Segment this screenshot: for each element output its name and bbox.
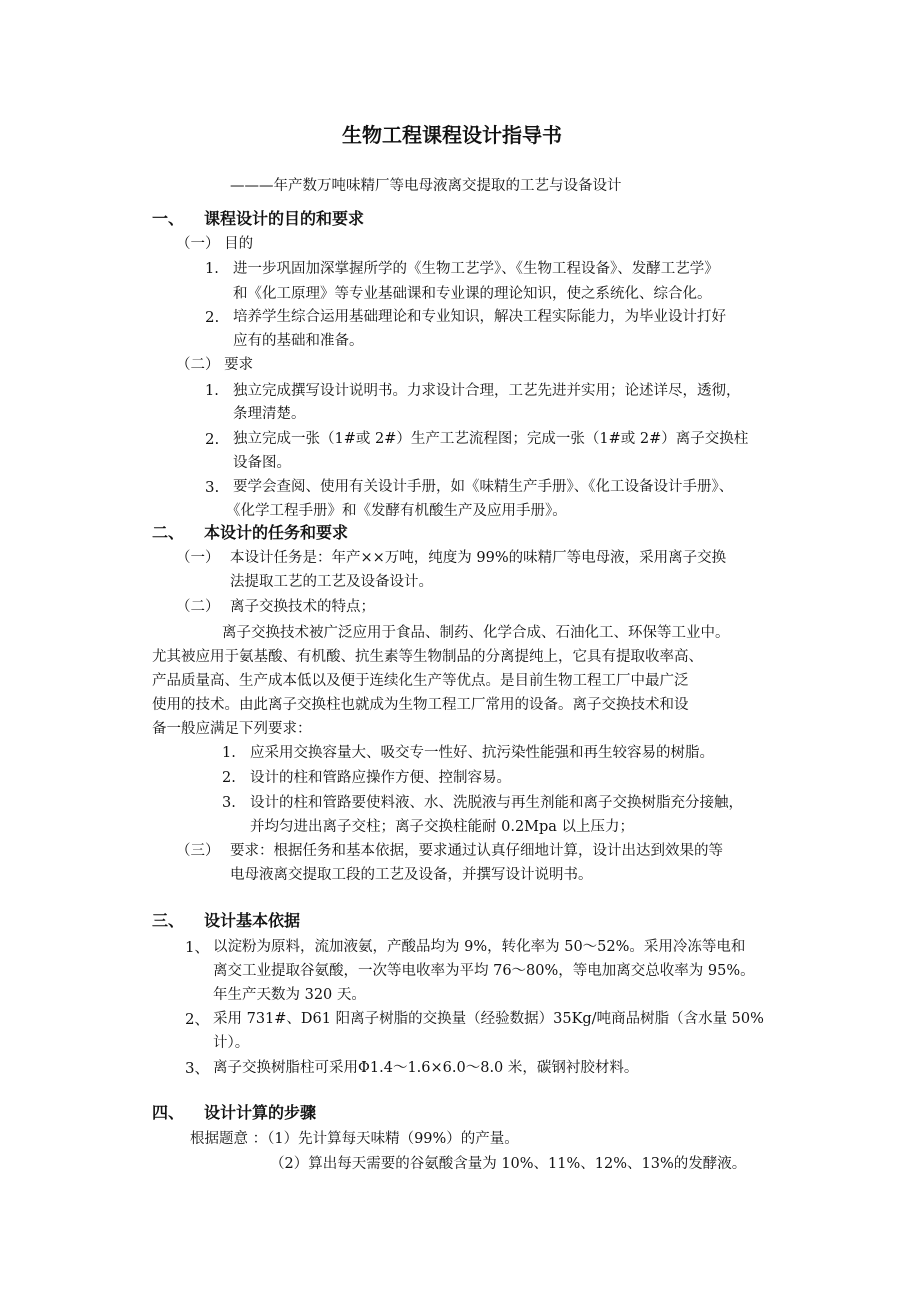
item-line: 和《化工原理》等专业基础课和专业课的理论知识，使之系统化、综合化。 [233, 286, 712, 302]
document-title: 生物工程课程设计指导书 [342, 123, 562, 147]
body-line: 备一般应满足下列要求： [152, 721, 312, 737]
item-line: 进一步巩固加深掌握所学的《生物工艺学》、《生物工程设备》、发酵工艺学》 [233, 261, 719, 277]
section-title: 本设计的任务和要求 [204, 523, 349, 542]
item-line: 应采用交换容量大、吸交专一性好、抗污染性能强和再生较容易的树脂。 [250, 745, 714, 761]
body-line: 产品质量高、生产成本低以及便于连续化生产等优点。是目前生物工程工厂中最广泛 [152, 673, 689, 689]
section-number: 一、 [152, 209, 185, 228]
paragraph-label: （二） [176, 599, 220, 615]
paragraph-line: 离子交换技术的特点； [230, 599, 375, 615]
paragraph-label: （一） [176, 550, 220, 566]
section-title: 设计基本依据 [204, 911, 301, 930]
item-number: 2. [205, 308, 220, 326]
item-number: 2、 [185, 1010, 210, 1028]
item-line: 年生产天数为 320 天。 [213, 987, 366, 1003]
body-line: 尤其被应用于氨基酸、有机酸、抗生素等生物制品的分离提纯上，它具有提取收率高、 [152, 649, 703, 665]
item-line: 设计的柱和管路要使料液、水、洗脱液与再生剂能和离子交换树脂充分接触， [250, 795, 743, 811]
section-number: 三、 [152, 911, 185, 930]
item-line: 要学会查阅、使用有关设计手册，如《味精生产手册》、《化工设备设计手册》、 [233, 479, 734, 495]
item-line: 《化学工程手册》和《发酵有机酸生产及应用手册》。 [226, 503, 567, 519]
paragraph-line: 电母液离交提取工段的工艺及设备，并撰写设计说明书。 [230, 867, 593, 883]
body-line: 离子交换技术被广泛应用于食品、制药、化学合成、石油化工、环保等工业中。 [222, 625, 730, 641]
item-number: 1. [205, 261, 219, 277]
item-line: 并均匀进出离子交柱；离子交换柱能耐 0.2Mpa 以上压力； [250, 819, 635, 835]
document-subtitle: ———年产数万吨味精厂等电母液离交提取的工艺与设备设计 [230, 178, 622, 194]
paragraph-line: 法提取工艺的工艺及设备设计。 [230, 574, 433, 590]
item-line: 应有的基础和准备。 [233, 333, 364, 349]
item-number: 3. [222, 795, 236, 811]
item-line: 培养学生综合运用基础理论和专业知识，解决工程实际能力，为毕业设计打好 [233, 309, 726, 325]
item-number: 3、 [185, 1059, 210, 1077]
item-number: 3. [205, 478, 220, 496]
section-title: 课程设计的目的和要求 [204, 209, 365, 228]
section-number: 四、 [152, 1103, 185, 1122]
item-line: 条理清楚。 [233, 406, 306, 422]
section-4-heading [152, 1102, 316, 1124]
paragraph-label: （三） [176, 843, 220, 859]
body-line: 使用的技术。由此离子交换柱也就成为生物工程工厂常用的设备。离子交换技术和设 [152, 697, 689, 713]
item-number: 2. [205, 430, 220, 448]
section-number: 二、 [152, 523, 185, 542]
item-number: 1. [222, 745, 236, 761]
paragraph-line: 本设计任务是：年产××万吨，纯度为 99%的味精厂等电母液，采用离子交换 [230, 550, 727, 566]
section-title: 设计计算的步骤 [204, 1103, 317, 1122]
item-line: 设计的柱和管路应操作方便、控制容易。 [250, 770, 511, 786]
item-number: 1. [205, 383, 219, 399]
paragraph-line: 要求：根据任务和基本依据，要求通过认真仔细地计算，设计出达到效果的等 [230, 843, 723, 859]
item-line: 独立完成撰写设计说明书。力求设计合理，工艺先进并实用；论述详尽，透彻， [233, 383, 741, 399]
item-line: 设备图。 [233, 455, 291, 471]
step-line: （2）算出每天需要的谷氨酸含量为 10%、11%、12%、13%的发酵液。 [270, 1156, 747, 1172]
item-line: 采用 731#、D61 阳离子树脂的交换量（经验数据）35Kg/吨商品树脂（含水量 50% [213, 1011, 764, 1027]
section-3-heading [152, 910, 300, 932]
item-line: 独立完成一张（1#或 2#）生产工艺流程图；完成一张（1#或 2#）离子交换柱 [233, 431, 749, 447]
section-2-heading [152, 522, 348, 544]
item-number: 1、 [185, 938, 210, 956]
section-1-heading [152, 208, 364, 230]
item-line: 计）。 [213, 1035, 250, 1051]
item-number: 2. [222, 770, 236, 786]
item-line: 以淀粉为原料，流加液氨，产酸品均为 9%，转化率为 50～52%。采用冷冻等电和 [213, 939, 746, 955]
requirement-label: （二） 要求 [176, 357, 254, 373]
step-line: 根据题意 ：（1）先计算每天味精（99%）的产量。 [190, 1131, 519, 1147]
item-line: 离子交换树脂柱可采用Φ1.4～1.6×6.0～8.0 米，碳钢衬胶材料。 [213, 1060, 639, 1076]
purpose-label: （一） 目的 [176, 236, 254, 252]
item-line: 离交工业提取谷氨酸，一次等电收率为平均 76～80%，等电加离交总收率为 95%。 [213, 963, 755, 979]
